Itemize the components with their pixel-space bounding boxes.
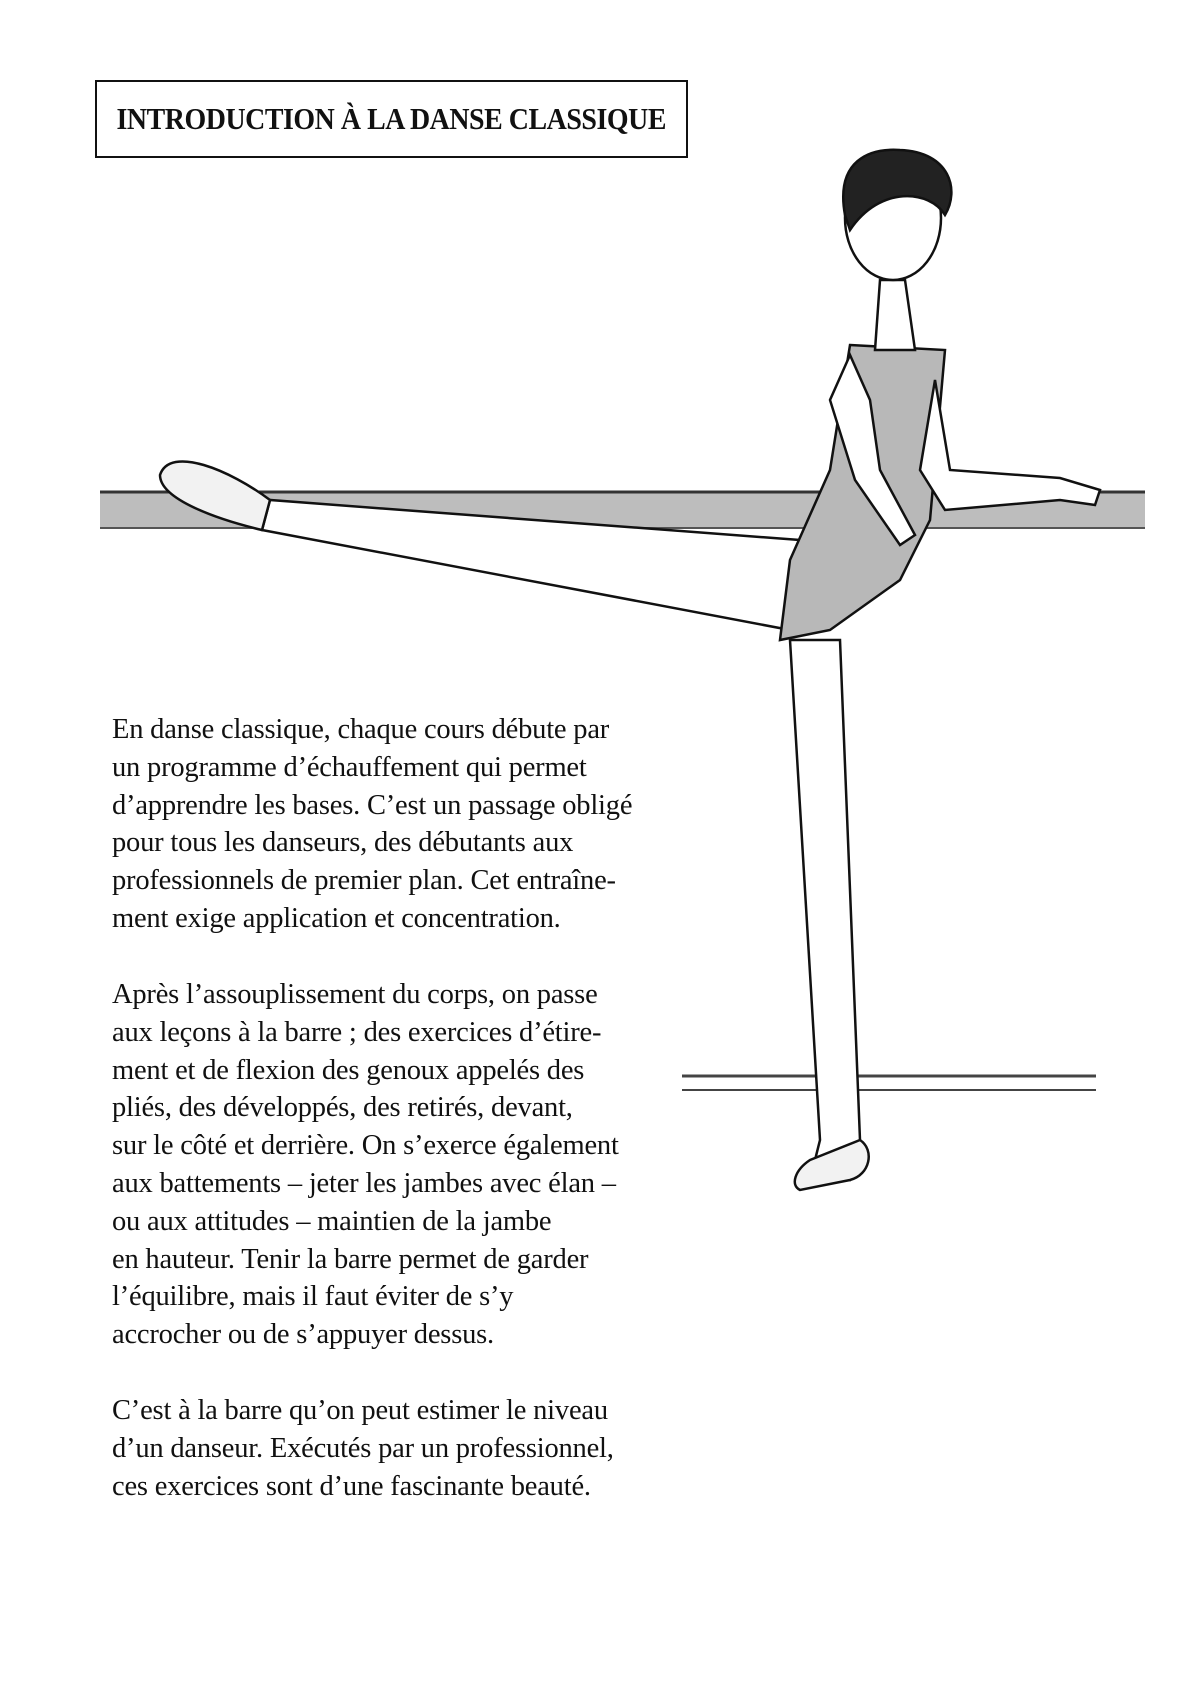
text-line: ou aux attitudes – maintien de la jambe: [112, 1205, 552, 1237]
text-line: d’apprendre les bases. C’est un passage obligé: [112, 789, 633, 821]
text-line: aux leçons à la barre ; des exercices d’étire-: [112, 1016, 602, 1048]
title-box: [95, 80, 688, 158]
text-line: professionnels de premier plan. Cet entraîne-: [112, 865, 616, 897]
page-title: INTRODUCTION À LA DANSE CLASSIQUE: [116, 101, 667, 136]
text-line: sur le côté et derrière. On s’exerce également: [112, 1130, 619, 1162]
text-line: ces exercices sont d’une fascinante beauté.: [112, 1470, 591, 1502]
text-line: en hauteur. Tenir la barre permet de garder: [112, 1243, 589, 1275]
text-line: accrocher ou de s’appuyer dessus.: [112, 1319, 494, 1351]
text-line: ment exige application et concentration.: [112, 902, 561, 934]
text-line: ment et de flexion des genoux appelés des: [112, 1054, 585, 1086]
text-line: pliés, des développés, des retirés, devant,: [112, 1092, 573, 1124]
text-line: un programme d’échauffement qui permet: [112, 751, 587, 783]
paragraph-2: [112, 976, 619, 1354]
paragraph-3: [112, 1392, 614, 1505]
text-line: pour tous les danseurs, des débutants aux: [112, 827, 574, 859]
text-line: l’équilibre, mais il faut éviter de s’y: [112, 1281, 514, 1313]
text-line: En danse classique, chaque cours débute par: [112, 714, 610, 745]
text-line: C’est à la barre qu’on peut estimer le niveau: [112, 1395, 608, 1426]
text-line: d’un danseur. Exécutés par un professionnel,: [112, 1432, 614, 1464]
lower-barre: [682, 1076, 1096, 1090]
paragraph-1: [112, 711, 632, 938]
text-line: Après l’assouplissement du corps, on passe: [112, 979, 598, 1010]
text-line: aux battements – jeter les jambes avec élan –: [112, 1167, 616, 1199]
